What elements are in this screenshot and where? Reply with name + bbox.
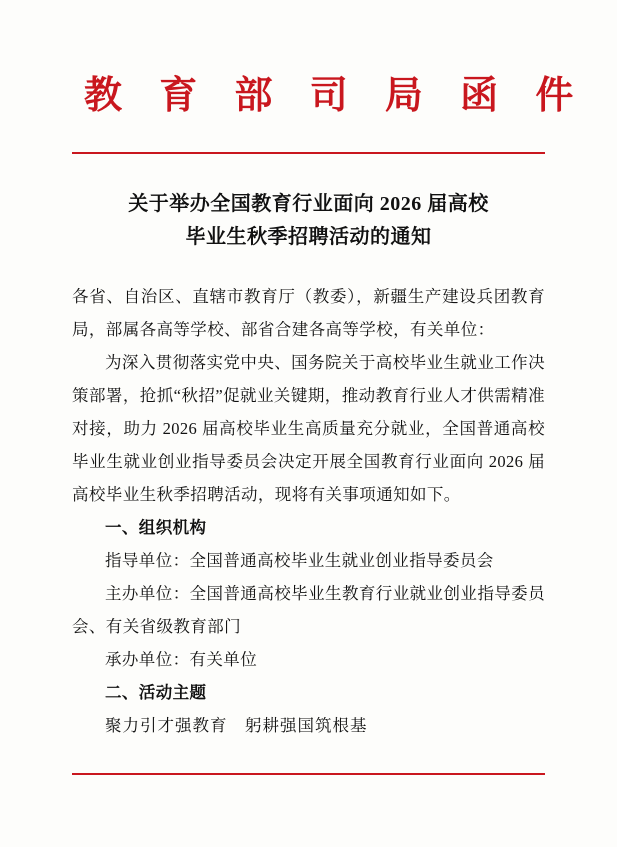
section-1-item-1-label: 指导单位： — [105, 550, 190, 570]
masthead — [72, 0, 586, 154]
section-1-item-2 — [72, 577, 545, 643]
addressee-paragraph: 各省、自治区、直辖市教育厅（教委），新疆生产建设兵团教育局，部属各高等学校、部省合建各高等学校，有关单位： — [72, 286, 545, 339]
masthead-title: 教 育 部 司 局 函 件 — [84, 72, 586, 117]
footer-divider — [72, 773, 545, 775]
section-heading-1: 一、组织机构 — [105, 517, 207, 537]
section-1-item-2-value: 全国普通高校毕业生教育行业就业创业指导委员会、有关省级教育部门 — [72, 583, 545, 636]
section-1-item-3 — [72, 643, 545, 676]
section-2-item-1-value: 聚力引才强教育 躬耕强国筑根基 — [105, 715, 368, 735]
preamble-paragraph: 为深入贯彻落实党中央、国务院关于高校毕业生就业工作决策部署，抢抓“秋招”促就业关键期，推动教育行业人才供需精准对接，助力 2026 届高校毕业生高质量充分就业，全国普通高校毕业生就业创业指导委员会决定开展全国教育行业面向 2026 届高校毕业生秋季招聘活动，现将有关事项通知如下。 — [72, 352, 545, 504]
document-body — [72, 280, 545, 742]
section-heading-2: 二、活动主题 — [105, 682, 207, 702]
masthead-divider — [72, 152, 545, 154]
page-title-line-2: 毕业生秋季招聘活动的通知 — [185, 225, 432, 248]
section-1-item-1-value: 全国普通高校毕业生就业创业指导委员会 — [189, 550, 494, 570]
section-1-item-3-value: 有关单位 — [189, 649, 258, 669]
section-1-item-3-label: 承办单位： — [105, 649, 190, 669]
page-title — [72, 188, 545, 254]
page-title-line-1: 关于举办全国教育行业面向 2026 届高校 — [128, 192, 489, 215]
section-1-item-1 — [72, 544, 545, 577]
section-1-item-2-label: 主办单位： — [105, 583, 190, 603]
